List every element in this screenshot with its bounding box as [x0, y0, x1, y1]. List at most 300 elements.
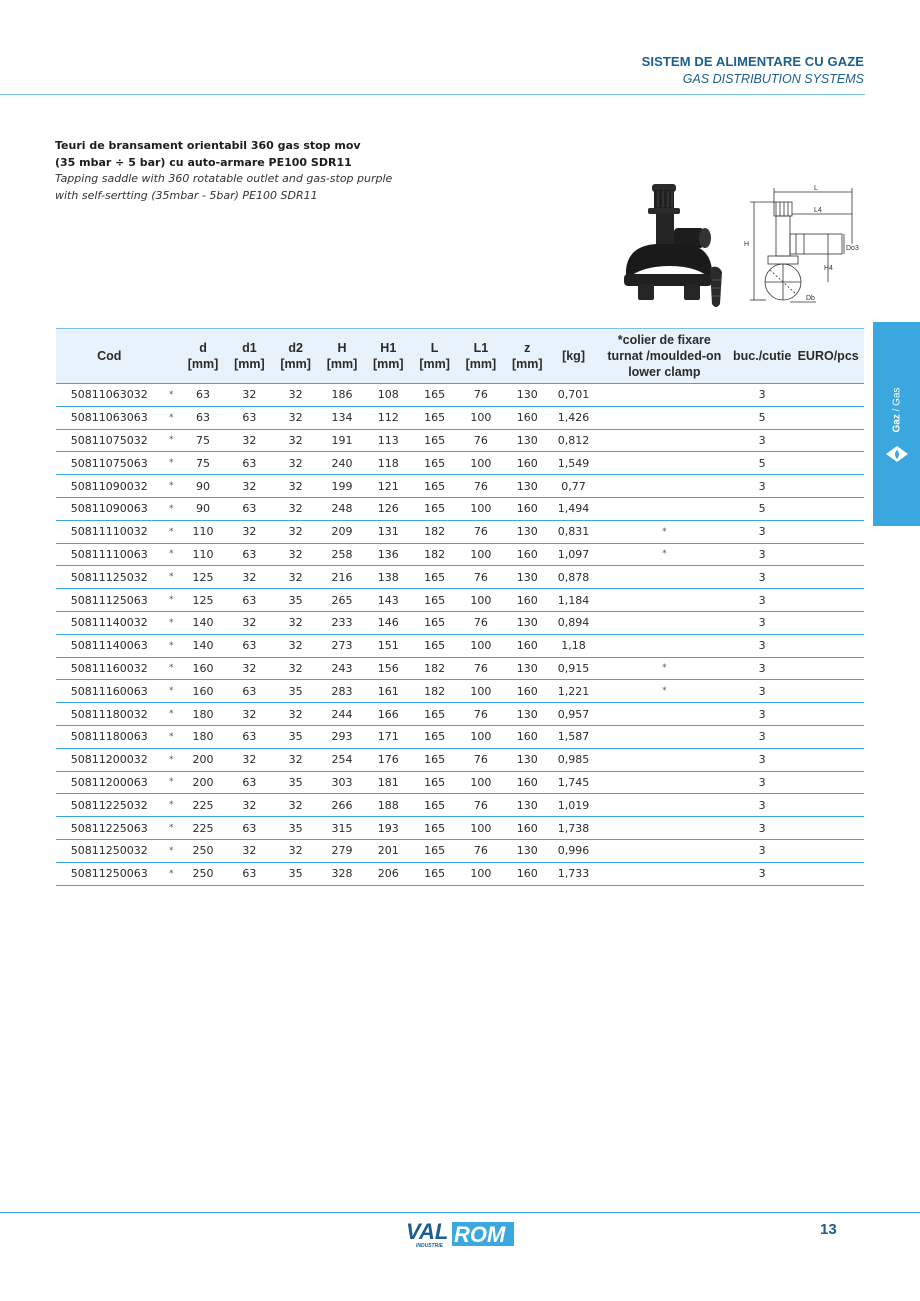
logo-text-val: VAL: [406, 1219, 449, 1244]
cell-clamp: *: [597, 680, 732, 703]
cell-d1: 32: [226, 657, 272, 680]
cell-l1: 76: [458, 611, 504, 634]
cell-kg: 1,426: [550, 406, 596, 429]
cell-l1: 76: [458, 748, 504, 771]
cell-euro: [792, 406, 864, 429]
cell-euro: [792, 497, 864, 520]
table-header-row: [56, 329, 864, 384]
cell-l: 165: [411, 794, 457, 817]
table-row: [56, 611, 864, 634]
description-ro-line1: Teuri de bransament orientabil 360 gas stop mov: [55, 139, 361, 152]
cell-kg: 0,957: [550, 703, 596, 726]
col-header-l: L [mm]: [411, 329, 457, 384]
cell-flag: *: [163, 634, 180, 657]
cell-d2: 32: [273, 406, 319, 429]
table-row: [56, 817, 864, 840]
cell-d: 63: [180, 384, 226, 407]
cell-z: 130: [504, 839, 550, 862]
cell-flag: *: [163, 475, 180, 498]
cell-flag: *: [163, 611, 180, 634]
cell-clamp: [597, 384, 732, 407]
cell-euro: [792, 862, 864, 885]
cell-flag: *: [163, 680, 180, 703]
cell-buc: 3: [732, 771, 792, 794]
table-row: [56, 771, 864, 794]
cell-flag: *: [163, 384, 180, 407]
cell-d2: 35: [273, 862, 319, 885]
cell-d: 160: [180, 680, 226, 703]
drawing-label-l: L: [814, 185, 818, 192]
cell-cod: 50811250032: [56, 839, 163, 862]
cell-cod: 50811075063: [56, 452, 163, 475]
cell-z: 160: [504, 680, 550, 703]
cell-cod: 50811160063: [56, 680, 163, 703]
cell-h: 279: [319, 839, 365, 862]
cell-flag: *: [163, 589, 180, 612]
cell-d2: 32: [273, 794, 319, 817]
table-row: [56, 452, 864, 475]
cell-kg: 1,587: [550, 725, 596, 748]
cell-d1: 63: [226, 406, 272, 429]
cell-l: 165: [411, 497, 457, 520]
logo-text-rom: ROM: [454, 1222, 506, 1247]
col-header-h: H [mm]: [319, 329, 365, 384]
cell-h: 303: [319, 771, 365, 794]
cell-cod: 50811200063: [56, 771, 163, 794]
cell-euro: [792, 725, 864, 748]
cell-h1: 138: [365, 566, 411, 589]
cell-d2: 32: [273, 839, 319, 862]
cell-h1: 121: [365, 475, 411, 498]
table-row: [56, 748, 864, 771]
cell-d1: 32: [226, 475, 272, 498]
cell-cod: 50811200032: [56, 748, 163, 771]
cell-d1: 63: [226, 543, 272, 566]
cell-cod: 50811075032: [56, 429, 163, 452]
cell-flag: *: [163, 817, 180, 840]
col-header-d: d [mm]: [180, 329, 226, 384]
cell-euro: [792, 839, 864, 862]
cell-d: 75: [180, 429, 226, 452]
cell-cod: 50811160032: [56, 657, 163, 680]
cell-l1: 76: [458, 566, 504, 589]
cell-h: 134: [319, 406, 365, 429]
cell-kg: 1,733: [550, 862, 596, 885]
cell-euro: [792, 680, 864, 703]
cell-l1: 100: [458, 543, 504, 566]
cell-kg: 1,221: [550, 680, 596, 703]
cell-cod: 50811140063: [56, 634, 163, 657]
cell-kg: 1,549: [550, 452, 596, 475]
cell-flag: *: [163, 703, 180, 726]
cell-clamp: [597, 566, 732, 589]
category-tab-label-bold: Gaz: [891, 414, 903, 433]
cell-h1: 126: [365, 497, 411, 520]
cell-buc: 5: [732, 406, 792, 429]
cell-z: 130: [504, 794, 550, 817]
cell-cod: 50811125032: [56, 566, 163, 589]
cell-buc: 3: [732, 429, 792, 452]
cell-d2: 32: [273, 384, 319, 407]
cell-h: 258: [319, 543, 365, 566]
cell-h: 244: [319, 703, 365, 726]
cell-euro: [792, 429, 864, 452]
cell-euro: [792, 748, 864, 771]
cell-d: 250: [180, 862, 226, 885]
cell-clamp: [597, 452, 732, 475]
cell-d1: 63: [226, 817, 272, 840]
cell-l: 182: [411, 657, 457, 680]
cell-cod: 50811063032: [56, 384, 163, 407]
cell-buc: 3: [732, 611, 792, 634]
cell-cod: 50811180032: [56, 703, 163, 726]
cell-d2: 35: [273, 680, 319, 703]
cell-z: 130: [504, 748, 550, 771]
technical-drawing: [740, 184, 862, 310]
cell-d: 225: [180, 817, 226, 840]
cell-d: 200: [180, 748, 226, 771]
cell-l1: 100: [458, 634, 504, 657]
cell-h1: 131: [365, 520, 411, 543]
drawing-label-do3: Do3: [846, 245, 859, 252]
cell-h: 191: [319, 429, 365, 452]
cell-z: 130: [504, 384, 550, 407]
cell-l1: 100: [458, 817, 504, 840]
table-row: [56, 566, 864, 589]
cell-d2: 35: [273, 771, 319, 794]
cell-h1: 156: [365, 657, 411, 680]
header-divider: [0, 94, 865, 95]
cell-buc: 3: [732, 862, 792, 885]
cell-euro: [792, 703, 864, 726]
cell-kg: 1,494: [550, 497, 596, 520]
table-row: [56, 862, 864, 885]
category-tab-label: [877, 380, 917, 440]
table-row: [56, 725, 864, 748]
cell-z: 160: [504, 862, 550, 885]
cell-euro: [792, 817, 864, 840]
cell-flag: *: [163, 839, 180, 862]
cell-l: 165: [411, 566, 457, 589]
product-photo: [618, 180, 730, 310]
cell-d: 63: [180, 406, 226, 429]
table-row: [56, 657, 864, 680]
cell-l1: 100: [458, 680, 504, 703]
cell-euro: [792, 543, 864, 566]
cell-d: 90: [180, 497, 226, 520]
cell-d: 200: [180, 771, 226, 794]
cell-z: 130: [504, 703, 550, 726]
cell-d1: 32: [226, 611, 272, 634]
cell-h: 243: [319, 657, 365, 680]
cell-d: 180: [180, 725, 226, 748]
cell-clamp: [597, 497, 732, 520]
cell-d1: 63: [226, 725, 272, 748]
cell-d2: 32: [273, 497, 319, 520]
cell-h1: 118: [365, 452, 411, 475]
cell-buc: 3: [732, 817, 792, 840]
cell-kg: 0,77: [550, 475, 596, 498]
cell-buc: 3: [732, 589, 792, 612]
table-row: [56, 589, 864, 612]
cell-l: 182: [411, 520, 457, 543]
cell-clamp: [597, 817, 732, 840]
cell-clamp: [597, 429, 732, 452]
cell-d: 90: [180, 475, 226, 498]
cell-euro: [792, 771, 864, 794]
valrom-logo: [406, 1215, 516, 1249]
cell-d1: 63: [226, 634, 272, 657]
cell-z: 130: [504, 520, 550, 543]
category-tab-label-rest: / Gas: [891, 387, 903, 415]
cell-h1: 108: [365, 384, 411, 407]
cell-z: 130: [504, 657, 550, 680]
cell-clamp: [597, 771, 732, 794]
table-row: [56, 543, 864, 566]
product-table: [56, 328, 864, 886]
gas-flame-icon: [884, 444, 910, 464]
cell-l: 165: [411, 475, 457, 498]
cell-h: 265: [319, 589, 365, 612]
cell-l: 182: [411, 543, 457, 566]
cell-buc: 3: [732, 794, 792, 817]
description-en-line2: with self-sertting (35mbar - 5bar) PE100 SDR11: [55, 188, 318, 202]
cell-d2: 32: [273, 634, 319, 657]
cell-l: 165: [411, 725, 457, 748]
cell-flag: *: [163, 520, 180, 543]
cell-h: 266: [319, 794, 365, 817]
cell-cod: 50811125063: [56, 589, 163, 612]
cell-euro: [792, 520, 864, 543]
cell-l1: 76: [458, 657, 504, 680]
cell-h: 293: [319, 725, 365, 748]
cell-clamp: *: [597, 657, 732, 680]
cell-d: 140: [180, 634, 226, 657]
cell-buc: 3: [732, 384, 792, 407]
cell-h: 328: [319, 862, 365, 885]
cell-h1: 151: [365, 634, 411, 657]
cell-flag: *: [163, 657, 180, 680]
cell-clamp: [597, 862, 732, 885]
cell-d2: 32: [273, 748, 319, 771]
cell-kg: 1,019: [550, 794, 596, 817]
cell-d: 125: [180, 589, 226, 612]
col-header-euro: EURO/pcs: [792, 329, 864, 384]
cell-h: 240: [319, 452, 365, 475]
cell-clamp: [597, 611, 732, 634]
table-row: [56, 520, 864, 543]
cell-h: 273: [319, 634, 365, 657]
col-header-clamp: *colier de fixare turnat /moulded-on lower clamp: [597, 329, 732, 384]
cell-l: 165: [411, 589, 457, 612]
cell-l: 165: [411, 452, 457, 475]
cell-kg: 0,985: [550, 748, 596, 771]
cell-l: 165: [411, 748, 457, 771]
cell-euro: [792, 384, 864, 407]
col-header-h1: H1 [mm]: [365, 329, 411, 384]
cell-euro: [792, 794, 864, 817]
cell-l1: 76: [458, 429, 504, 452]
cell-buc: 3: [732, 543, 792, 566]
cell-kg: 0,701: [550, 384, 596, 407]
cell-d1: 32: [226, 839, 272, 862]
cell-d2: 32: [273, 475, 319, 498]
cell-l1: 100: [458, 452, 504, 475]
cell-flag: *: [163, 543, 180, 566]
cell-kg: 1,18: [550, 634, 596, 657]
cell-clamp: [597, 406, 732, 429]
cell-h1: 176: [365, 748, 411, 771]
cell-l: 165: [411, 406, 457, 429]
cell-z: 130: [504, 611, 550, 634]
cell-buc: 3: [732, 566, 792, 589]
cell-buc: 3: [732, 520, 792, 543]
cell-d1: 63: [226, 497, 272, 520]
cell-z: 160: [504, 589, 550, 612]
col-header-flag: [163, 329, 180, 384]
cell-h1: 146: [365, 611, 411, 634]
cell-d2: 32: [273, 520, 319, 543]
cell-d1: 32: [226, 703, 272, 726]
cell-cod: 50811090063: [56, 497, 163, 520]
cell-buc: 3: [732, 839, 792, 862]
cell-h1: 206: [365, 862, 411, 885]
cell-l1: 100: [458, 771, 504, 794]
table-row: [56, 429, 864, 452]
table-row: [56, 475, 864, 498]
cell-d2: 32: [273, 543, 319, 566]
cell-euro: [792, 657, 864, 680]
cell-z: 160: [504, 771, 550, 794]
cell-cod: 50811110032: [56, 520, 163, 543]
page-number: 13: [820, 1221, 837, 1238]
cell-l1: 76: [458, 384, 504, 407]
cell-h1: 136: [365, 543, 411, 566]
cell-l: 165: [411, 817, 457, 840]
drawing-label-db: Db: [806, 295, 815, 302]
cell-d1: 32: [226, 429, 272, 452]
cell-kg: 1,745: [550, 771, 596, 794]
cell-clamp: [597, 475, 732, 498]
cell-euro: [792, 589, 864, 612]
cell-z: 130: [504, 429, 550, 452]
section-subtitle: GAS DISTRIBUTION SYSTEMS: [682, 72, 864, 86]
table-row: [56, 406, 864, 429]
cell-d1: 63: [226, 771, 272, 794]
cell-d1: 32: [226, 520, 272, 543]
cell-d: 140: [180, 611, 226, 634]
cell-flag: *: [163, 794, 180, 817]
cell-flag: *: [163, 566, 180, 589]
cell-clamp: *: [597, 543, 732, 566]
cell-l: 165: [411, 771, 457, 794]
cell-z: 130: [504, 566, 550, 589]
cell-l1: 100: [458, 406, 504, 429]
cell-clamp: *: [597, 520, 732, 543]
cell-kg: 1,184: [550, 589, 596, 612]
cell-buc: 3: [732, 634, 792, 657]
cell-kg: 0,915: [550, 657, 596, 680]
table-row: [56, 680, 864, 703]
product-description: [55, 138, 435, 204]
cell-d: 110: [180, 543, 226, 566]
cell-clamp: [597, 794, 732, 817]
cell-cod: 50811063063: [56, 406, 163, 429]
cell-d2: 35: [273, 817, 319, 840]
col-header-d1: d1 [mm]: [226, 329, 272, 384]
table-row: [56, 384, 864, 407]
cell-l: 165: [411, 862, 457, 885]
cell-euro: [792, 566, 864, 589]
cell-kg: 0,831: [550, 520, 596, 543]
cell-flag: *: [163, 771, 180, 794]
cell-l1: 100: [458, 725, 504, 748]
table-body: [56, 384, 864, 886]
cell-kg: 1,738: [550, 817, 596, 840]
cell-h: 254: [319, 748, 365, 771]
cell-l1: 76: [458, 475, 504, 498]
cell-d: 250: [180, 839, 226, 862]
cell-d2: 32: [273, 703, 319, 726]
description-ro-line2: (35 mbar ÷ 5 bar) cu auto-armare PE100 SDR11: [55, 155, 352, 169]
section-title: SISTEM DE ALIMENTARE CU GAZE: [641, 54, 864, 69]
cell-l: 182: [411, 680, 457, 703]
cell-l: 165: [411, 384, 457, 407]
cell-l1: 76: [458, 520, 504, 543]
col-header-cod: Cod: [56, 329, 163, 384]
cell-h1: 113: [365, 429, 411, 452]
drawing-label-h4: H4: [824, 265, 833, 272]
cell-h: 209: [319, 520, 365, 543]
cell-l: 165: [411, 429, 457, 452]
cell-l1: 76: [458, 839, 504, 862]
cell-kg: 0,996: [550, 839, 596, 862]
cell-cod: 50811110063: [56, 543, 163, 566]
description-en-line1: Tapping saddle with 360 rotatable outlet and gas-stop purple: [55, 172, 393, 185]
cell-kg: 0,878: [550, 566, 596, 589]
cell-z: 160: [504, 817, 550, 840]
drawing-label-h: H: [744, 241, 750, 248]
cell-buc: 3: [732, 725, 792, 748]
cell-l: 165: [411, 634, 457, 657]
cell-kg: 1,097: [550, 543, 596, 566]
cell-z: 160: [504, 634, 550, 657]
cell-h: 233: [319, 611, 365, 634]
cell-cod: 50811140032: [56, 611, 163, 634]
table-row: [56, 634, 864, 657]
cell-flag: *: [163, 406, 180, 429]
cell-h: 315: [319, 817, 365, 840]
col-header-l1: L1 [mm]: [458, 329, 504, 384]
cell-d: 75: [180, 452, 226, 475]
cell-h1: 166: [365, 703, 411, 726]
cell-d1: 32: [226, 794, 272, 817]
cell-flag: *: [163, 725, 180, 748]
cell-h1: 188: [365, 794, 411, 817]
cell-h1: 161: [365, 680, 411, 703]
cell-cod: 50811090032: [56, 475, 163, 498]
cell-d2: 32: [273, 657, 319, 680]
cell-d2: 32: [273, 452, 319, 475]
cell-l1: 76: [458, 794, 504, 817]
cell-h1: 143: [365, 589, 411, 612]
cell-d: 110: [180, 520, 226, 543]
table-row: [56, 703, 864, 726]
cell-flag: *: [163, 452, 180, 475]
cell-h: 283: [319, 680, 365, 703]
cell-l: 165: [411, 611, 457, 634]
cell-d2: 32: [273, 429, 319, 452]
